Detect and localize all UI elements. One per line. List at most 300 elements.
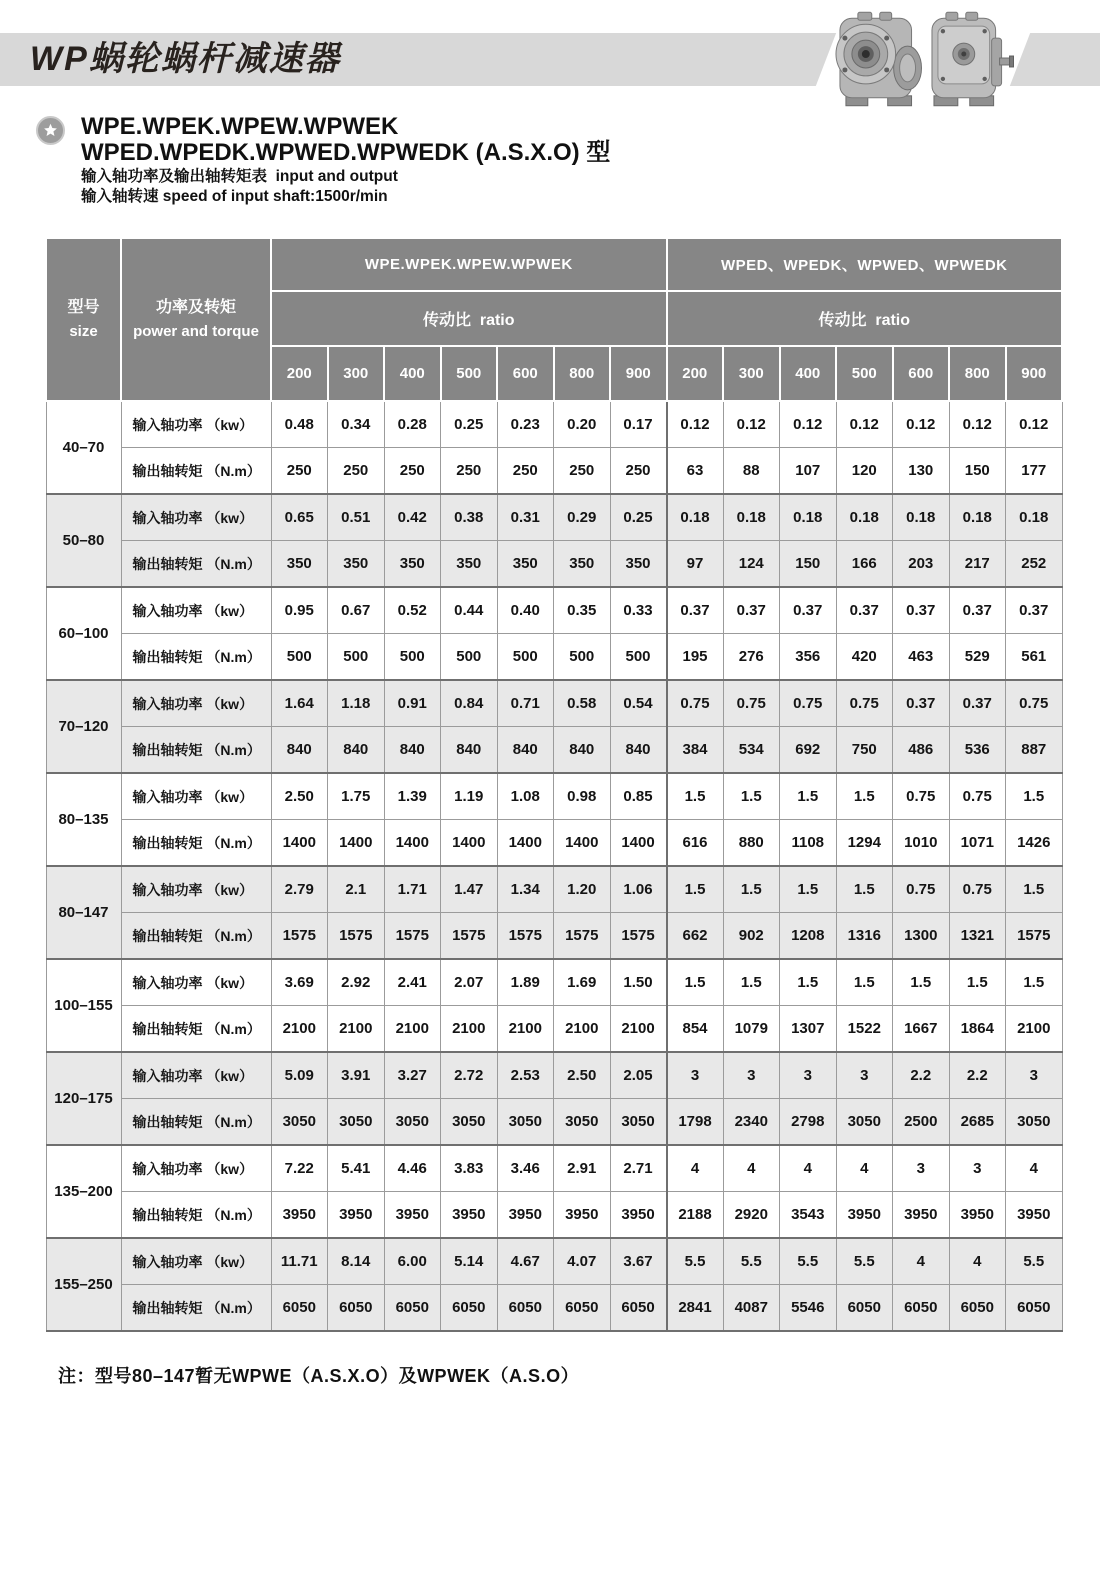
value-cell: 1798 (667, 1099, 724, 1146)
value-cell: 3 (949, 1145, 1006, 1192)
value-cell: 2.92 (328, 959, 385, 1006)
value-cell: 534 (723, 727, 780, 774)
value-cell: 1575 (610, 913, 667, 960)
value-cell: 1400 (384, 820, 441, 867)
value-cell: 0.23 (497, 401, 554, 448)
value-cell: 1575 (497, 913, 554, 960)
table-row (46, 448, 1062, 495)
value-cell: 5.41 (328, 1145, 385, 1192)
series-group-header-2: WPED、WPEDK、WPWED、WPWEDK (667, 238, 1063, 291)
row-label: 输入轴功率 （kw） (121, 1145, 271, 1192)
value-cell: 217 (949, 541, 1006, 588)
value-cell: 2340 (723, 1099, 780, 1146)
value-cell: 6050 (554, 1285, 611, 1332)
value-cell: 1400 (554, 820, 611, 867)
table-row (46, 541, 1062, 588)
value-cell: 0.12 (780, 401, 837, 448)
value-cell: 529 (949, 634, 1006, 681)
ratio-value-header: 800 (554, 346, 611, 401)
value-cell: 250 (384, 448, 441, 495)
value-cell: 0.20 (554, 401, 611, 448)
value-cell: 4 (836, 1145, 893, 1192)
size-cell: 120–175 (46, 1052, 121, 1145)
value-cell: 1.69 (554, 959, 611, 1006)
value-cell: 662 (667, 913, 724, 960)
value-cell: 0.37 (893, 587, 950, 634)
value-cell: 350 (554, 541, 611, 588)
value-cell: 5.14 (441, 1238, 498, 1285)
value-cell: 2100 (271, 1006, 328, 1053)
value-cell: 1575 (1006, 913, 1063, 960)
value-cell: 0.28 (384, 401, 441, 448)
value-cell: 0.75 (949, 866, 1006, 913)
ratio-value-header: 400 (780, 346, 837, 401)
row-label: 输出轴转矩 （N.m） (121, 1006, 271, 1053)
value-cell: 0.67 (328, 587, 385, 634)
value-cell: 3 (893, 1145, 950, 1192)
value-cell: 2100 (1006, 1006, 1063, 1053)
ratio-value-header: 400 (384, 346, 441, 401)
gear-reducer-photo-left (832, 8, 923, 110)
value-cell: 252 (1006, 541, 1063, 588)
value-cell: 0.37 (723, 587, 780, 634)
value-cell: 2100 (328, 1006, 385, 1053)
value-cell: 0.48 (271, 401, 328, 448)
value-cell: 0.17 (610, 401, 667, 448)
value-cell: 3050 (1006, 1099, 1063, 1146)
row-label: 输出轴转矩 （N.m） (121, 1285, 271, 1332)
value-cell: 350 (497, 541, 554, 588)
page-title: WP蜗轮蜗杆减速器 (30, 40, 341, 78)
value-cell: 2.05 (610, 1052, 667, 1099)
value-cell: 500 (384, 634, 441, 681)
power-torque-table (45, 237, 1063, 1332)
value-cell: 0.12 (723, 401, 780, 448)
value-cell: 0.75 (1006, 680, 1063, 727)
value-cell: 2500 (893, 1099, 950, 1146)
value-cell: 0.37 (1006, 587, 1063, 634)
value-cell: 1208 (780, 913, 837, 960)
value-cell: 0.54 (610, 680, 667, 727)
value-cell: 6050 (893, 1285, 950, 1332)
table-row (46, 1192, 1062, 1239)
ratio-value-header: 900 (1006, 346, 1063, 401)
value-cell: 500 (554, 634, 611, 681)
value-cell: 1.5 (836, 866, 893, 913)
value-cell: 1079 (723, 1006, 780, 1053)
value-cell: 1400 (497, 820, 554, 867)
value-cell: 1.71 (384, 866, 441, 913)
value-cell: 2.79 (271, 866, 328, 913)
value-cell: 692 (780, 727, 837, 774)
value-cell: 1.20 (554, 866, 611, 913)
value-cell: 0.65 (271, 494, 328, 541)
value-cell: 5.5 (723, 1238, 780, 1285)
value-cell: 2.50 (554, 1052, 611, 1099)
value-cell: 1575 (328, 913, 385, 960)
ratio-value-header: 800 (949, 346, 1006, 401)
value-cell: 1.5 (949, 959, 1006, 1006)
value-cell: 0.37 (893, 680, 950, 727)
value-cell: 1.75 (328, 773, 385, 820)
value-cell: 3.91 (328, 1052, 385, 1099)
value-cell: 840 (384, 727, 441, 774)
star-icon (36, 116, 65, 145)
value-cell: 902 (723, 913, 780, 960)
value-cell: 3950 (441, 1192, 498, 1239)
value-cell: 1071 (949, 820, 1006, 867)
diagonal-stripe-right (1010, 33, 1100, 86)
value-cell: 350 (441, 541, 498, 588)
value-cell: 0.29 (554, 494, 611, 541)
value-cell: 250 (328, 448, 385, 495)
value-cell: 0.37 (836, 587, 893, 634)
ratio-band-header-2: 传动比 ratio (667, 291, 1063, 346)
ratio-value-header: 500 (441, 346, 498, 401)
value-cell: 3950 (949, 1192, 1006, 1239)
footnote: 注：型号80–147暂无WPWE（A.S.X.O）及WPWEK（A.S.O） (58, 1366, 580, 1386)
value-cell: 2.1 (328, 866, 385, 913)
table-row (46, 1006, 1062, 1053)
value-cell: 1.06 (610, 866, 667, 913)
value-cell: 1.39 (384, 773, 441, 820)
value-cell: 107 (780, 448, 837, 495)
row-label: 输出轴转矩 （N.m） (121, 1192, 271, 1239)
value-cell: 0.40 (497, 587, 554, 634)
value-cell: 3050 (271, 1099, 328, 1146)
table-row (46, 773, 1062, 820)
value-cell: 150 (780, 541, 837, 588)
value-cell: 6050 (328, 1285, 385, 1332)
value-cell: 384 (667, 727, 724, 774)
value-cell: 3950 (497, 1192, 554, 1239)
value-cell: 840 (271, 727, 328, 774)
ratio-value-header: 200 (271, 346, 328, 401)
value-cell: 1.5 (1006, 773, 1063, 820)
value-cell: 0.35 (554, 587, 611, 634)
value-cell: 3950 (271, 1192, 328, 1239)
value-cell: 1400 (441, 820, 498, 867)
value-cell: 2.2 (949, 1052, 1006, 1099)
value-cell: 0.98 (554, 773, 611, 820)
value-cell: 6050 (497, 1285, 554, 1332)
value-cell: 500 (610, 634, 667, 681)
size-column-header: 型号 size (46, 238, 121, 401)
value-cell: 840 (554, 727, 611, 774)
value-cell: 1.08 (497, 773, 554, 820)
value-cell: 887 (1006, 727, 1063, 774)
value-cell: 1.5 (723, 773, 780, 820)
value-cell: 0.75 (949, 773, 1006, 820)
size-cell: 50–80 (46, 494, 121, 587)
value-cell: 3950 (610, 1192, 667, 1239)
ratio-value-header: 500 (836, 346, 893, 401)
value-cell: 177 (1006, 448, 1063, 495)
value-cell: 1.89 (497, 959, 554, 1006)
group-header-row (46, 238, 1062, 291)
row-label: 输入轴功率 （kw） (121, 1052, 271, 1099)
series-subtitle-line1: 输入轴功率及输出轴转矩表 input and output (81, 168, 398, 185)
table-row (46, 820, 1062, 867)
value-cell: 3950 (836, 1192, 893, 1239)
value-cell: 0.75 (893, 866, 950, 913)
value-cell: 2.53 (497, 1052, 554, 1099)
value-cell: 3050 (836, 1099, 893, 1146)
value-cell: 0.37 (949, 587, 1006, 634)
power-torque-column-header: 功率及转矩 power and torque (121, 238, 271, 401)
value-cell: 5.09 (271, 1052, 328, 1099)
size-cell: 60–100 (46, 587, 121, 680)
value-cell: 250 (497, 448, 554, 495)
value-cell: 0.75 (667, 680, 724, 727)
value-cell: 0.71 (497, 680, 554, 727)
row-label: 输出轴转矩 （N.m） (121, 820, 271, 867)
value-cell: 500 (441, 634, 498, 681)
value-cell: 6050 (949, 1285, 1006, 1332)
value-cell: 250 (271, 448, 328, 495)
value-cell: 0.91 (384, 680, 441, 727)
table-row (46, 680, 1062, 727)
table-row (46, 634, 1062, 681)
table-row (46, 401, 1062, 448)
value-cell: 2841 (667, 1285, 724, 1332)
value-cell: 88 (723, 448, 780, 495)
gear-reducer-photo-right (926, 8, 1014, 110)
value-cell: 1864 (949, 1006, 1006, 1053)
value-cell: 1426 (1006, 820, 1063, 867)
value-cell: 1.34 (497, 866, 554, 913)
row-label: 输入轴功率 （kw） (121, 959, 271, 1006)
value-cell: 0.34 (328, 401, 385, 448)
value-cell: 6050 (271, 1285, 328, 1332)
value-cell: 130 (893, 448, 950, 495)
value-cell: 3050 (497, 1099, 554, 1146)
value-cell: 1.5 (667, 866, 724, 913)
row-label: 输出轴转矩 （N.m） (121, 913, 271, 960)
value-cell: 3.27 (384, 1052, 441, 1099)
value-cell: 854 (667, 1006, 724, 1053)
value-cell: 8.14 (328, 1238, 385, 1285)
value-cell: 1400 (610, 820, 667, 867)
value-cell: 1.5 (780, 773, 837, 820)
table-row (46, 1052, 1062, 1099)
value-cell: 2685 (949, 1099, 1006, 1146)
row-label: 输出轴转矩 （N.m） (121, 448, 271, 495)
value-cell: 880 (723, 820, 780, 867)
value-cell: 1108 (780, 820, 837, 867)
value-cell: 1.18 (328, 680, 385, 727)
ratio-value-header: 300 (723, 346, 780, 401)
value-cell: 2100 (497, 1006, 554, 1053)
value-cell: 4.07 (554, 1238, 611, 1285)
value-cell: 0.12 (893, 401, 950, 448)
value-cell: 0.25 (610, 494, 667, 541)
value-cell: 3950 (328, 1192, 385, 1239)
table-row (46, 913, 1062, 960)
ratio-band-header-1: 传动比 ratio (271, 291, 667, 346)
value-cell: 500 (271, 634, 328, 681)
value-cell: 840 (497, 727, 554, 774)
value-cell: 0.18 (836, 494, 893, 541)
value-cell: 120 (836, 448, 893, 495)
value-cell: 3050 (384, 1099, 441, 1146)
table-row (46, 1145, 1062, 1192)
size-cell: 100–155 (46, 959, 121, 1052)
table-row (46, 959, 1062, 1006)
value-cell: 1.5 (836, 959, 893, 1006)
table-row (46, 587, 1062, 634)
value-cell: 1.5 (780, 959, 837, 1006)
value-cell: 840 (441, 727, 498, 774)
value-cell: 3.67 (610, 1238, 667, 1285)
value-cell: 3950 (1006, 1192, 1063, 1239)
value-cell: 4 (949, 1238, 1006, 1285)
section-heading (36, 114, 610, 206)
value-cell: 1.5 (667, 959, 724, 1006)
row-label: 输入轴功率 （kw） (121, 1238, 271, 1285)
value-cell: 0.75 (723, 680, 780, 727)
value-cell: 6050 (441, 1285, 498, 1332)
value-cell: 2.71 (610, 1145, 667, 1192)
value-cell: 1667 (893, 1006, 950, 1053)
value-cell: 0.33 (610, 587, 667, 634)
value-cell: 500 (328, 634, 385, 681)
value-cell: 486 (893, 727, 950, 774)
value-cell: 1.5 (780, 866, 837, 913)
table-row (46, 866, 1062, 913)
value-cell: 6.00 (384, 1238, 441, 1285)
value-cell: 350 (271, 541, 328, 588)
table-row (46, 1099, 1062, 1146)
value-cell: 500 (497, 634, 554, 681)
value-cell: 6050 (836, 1285, 893, 1332)
value-cell: 1300 (893, 913, 950, 960)
value-cell: 2100 (610, 1006, 667, 1053)
value-cell: 1575 (554, 913, 611, 960)
ratio-value-header: 600 (497, 346, 554, 401)
value-cell: 166 (836, 541, 893, 588)
value-cell: 1575 (271, 913, 328, 960)
value-cell: 4.46 (384, 1145, 441, 1192)
value-cell: 1.5 (1006, 866, 1063, 913)
value-cell: 2920 (723, 1192, 780, 1239)
value-cell: 3050 (328, 1099, 385, 1146)
value-cell: 3 (780, 1052, 837, 1099)
value-cell: 4 (667, 1145, 724, 1192)
value-cell: 5.5 (667, 1238, 724, 1285)
value-cell: 3543 (780, 1192, 837, 1239)
value-cell: 1.5 (723, 959, 780, 1006)
value-cell: 250 (610, 448, 667, 495)
value-cell: 0.84 (441, 680, 498, 727)
row-label: 输入轴功率 （kw） (121, 866, 271, 913)
value-cell: 1.5 (893, 959, 950, 1006)
value-cell: 4087 (723, 1285, 780, 1332)
value-cell: 0.18 (667, 494, 724, 541)
value-cell: 0.42 (384, 494, 441, 541)
value-cell: 536 (949, 727, 1006, 774)
value-cell: 3 (667, 1052, 724, 1099)
value-cell: 3950 (554, 1192, 611, 1239)
value-cell: 3950 (384, 1192, 441, 1239)
value-cell: 0.25 (441, 401, 498, 448)
value-cell: 0.18 (1006, 494, 1063, 541)
row-label: 输入轴功率 （kw） (121, 680, 271, 727)
table-row (46, 1285, 1062, 1332)
value-cell: 840 (328, 727, 385, 774)
value-cell: 7.22 (271, 1145, 328, 1192)
value-cell: 1575 (441, 913, 498, 960)
value-cell: 0.51 (328, 494, 385, 541)
value-cell: 2.72 (441, 1052, 498, 1099)
value-cell: 3050 (441, 1099, 498, 1146)
value-cell: 1010 (893, 820, 950, 867)
value-cell: 1400 (328, 820, 385, 867)
value-cell: 0.95 (271, 587, 328, 634)
value-cell: 5.5 (1006, 1238, 1063, 1285)
table-row (46, 727, 1062, 774)
value-cell: 0.75 (893, 773, 950, 820)
value-cell: 350 (384, 541, 441, 588)
value-cell: 0.75 (836, 680, 893, 727)
value-cell: 11.71 (271, 1238, 328, 1285)
value-cell: 6050 (384, 1285, 441, 1332)
value-cell: 561 (1006, 634, 1063, 681)
value-cell: 2798 (780, 1099, 837, 1146)
value-cell: 124 (723, 541, 780, 588)
value-cell: 4 (780, 1145, 837, 1192)
value-cell: 0.38 (441, 494, 498, 541)
value-cell: 250 (441, 448, 498, 495)
value-cell: 3 (723, 1052, 780, 1099)
size-cell: 80–147 (46, 866, 121, 959)
value-cell: 2100 (384, 1006, 441, 1053)
row-label: 输入轴功率 （kw） (121, 401, 271, 448)
value-cell: 1294 (836, 820, 893, 867)
series-subtitle-line2: 输入轴转速 speed of input shaft:1500r/min (81, 188, 388, 205)
value-cell: 0.12 (1006, 401, 1063, 448)
value-cell: 195 (667, 634, 724, 681)
value-cell: 0.37 (949, 680, 1006, 727)
value-cell: 350 (328, 541, 385, 588)
value-cell: 0.37 (780, 587, 837, 634)
value-cell: 1.5 (723, 866, 780, 913)
value-cell: 750 (836, 727, 893, 774)
value-cell: 0.12 (667, 401, 724, 448)
value-cell: 2100 (554, 1006, 611, 1053)
value-cell: 3.69 (271, 959, 328, 1006)
value-cell: 3.83 (441, 1145, 498, 1192)
value-cell: 0.12 (836, 401, 893, 448)
value-cell: 0.18 (949, 494, 1006, 541)
value-cell: 203 (893, 541, 950, 588)
ratio-value-header: 200 (667, 346, 724, 401)
value-cell: 0.58 (554, 680, 611, 727)
value-cell: 420 (836, 634, 893, 681)
value-cell: 1522 (836, 1006, 893, 1053)
value-cell: 2.41 (384, 959, 441, 1006)
value-cell: 1307 (780, 1006, 837, 1053)
value-cell: 5.5 (780, 1238, 837, 1285)
value-cell: 3050 (554, 1099, 611, 1146)
value-cell: 0.18 (723, 494, 780, 541)
value-cell: 3.46 (497, 1145, 554, 1192)
value-cell: 1321 (949, 913, 1006, 960)
value-cell: 350 (610, 541, 667, 588)
value-cell: 0.75 (780, 680, 837, 727)
value-cell: 2.91 (554, 1145, 611, 1192)
ratio-value-header: 600 (893, 346, 950, 401)
